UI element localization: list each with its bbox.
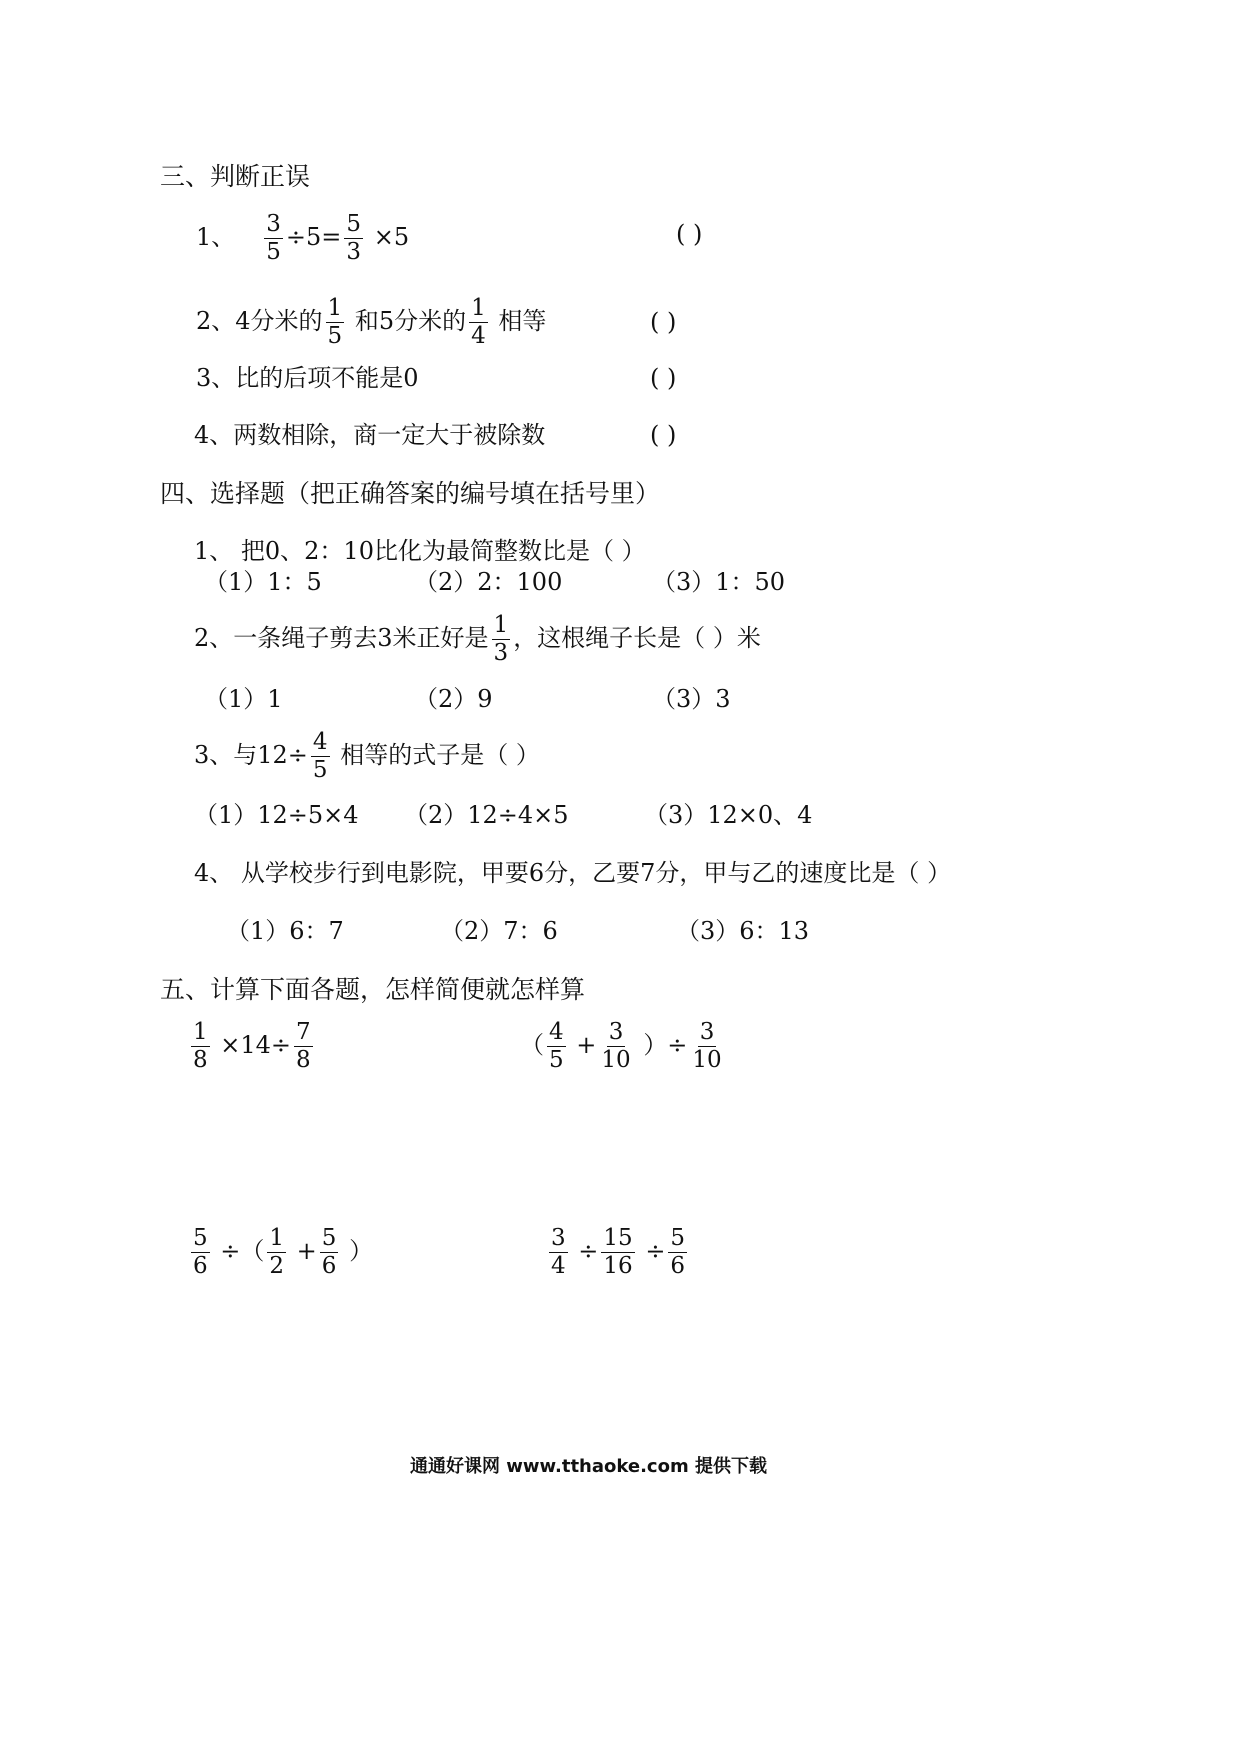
operator-text: ÷ [578,1236,599,1265]
numerator: 5 [321,1225,337,1251]
calc-problem-2 [520,1020,727,1073]
judge-item-2 [196,296,546,349]
fraction [191,1226,210,1279]
numerator: 1 [269,1225,285,1251]
operator-text: ÷（ [220,1236,265,1265]
answer-paren[interactable]: ( ) [650,364,677,392]
calc-problem-3 [188,1226,373,1279]
choice-option[interactable]: （1）1 [204,685,283,713]
choice-question-4: 4、 从学校步行到电影院，甲要6分，乙要7分，甲与乙的速度比是（ ） [194,859,952,887]
numerator: 5 [670,1225,686,1251]
section-4-heading: 四、选择题（把正确答案的编号填在括号里） [160,479,661,508]
operator-text: （ [520,1030,544,1059]
calc-problem-4 [546,1226,690,1279]
section-3-heading: 三、判断正误 [160,162,311,191]
fraction [469,296,488,349]
judge-item-3: 3、比的后项不能是0 [196,364,419,392]
numerator: 3 [608,1019,624,1045]
denominator: 8 [193,1046,208,1073]
item-text: 相等 [498,306,547,335]
fraction [344,212,363,265]
denominator: 6 [193,1252,208,1279]
choice-option[interactable]: （3）12×0、4 [644,801,813,829]
operator-text: ） [349,1236,374,1265]
numerator: 1 [193,1019,208,1045]
fraction [549,1226,568,1279]
judge-item-4: 4、两数相除，商一定大于被除数 [194,421,546,449]
fraction [547,1020,566,1073]
choice-option[interactable]: （2）2：100 [414,568,563,596]
fraction [320,1226,339,1279]
denominator: 3 [346,238,362,265]
choice-option[interactable]: （1）6：7 [226,917,344,945]
choice-option[interactable]: （1）12÷5×4 [194,801,359,829]
operator-text: ÷ [645,1236,666,1265]
operator-text: ×14÷ [220,1030,292,1059]
fraction [191,1020,210,1073]
denominator: 8 [296,1046,311,1073]
judge-item-1 [196,212,409,265]
denominator: 10 [692,1046,722,1073]
question-text: ，这根绳子长是（ ）米 [513,623,761,652]
answer-paren[interactable]: ( ) [650,308,677,336]
denominator: 6 [321,1252,337,1279]
fraction [690,1020,723,1073]
fraction [601,1226,634,1279]
choice-option[interactable]: （3）3 [652,685,731,713]
numerator: 15 [603,1225,633,1251]
numerator: 1 [493,612,509,638]
fraction [599,1020,632,1073]
choice-option[interactable]: （3）1：50 [652,568,786,596]
denominator: 3 [493,639,509,666]
fraction [311,730,330,783]
fraction [267,1226,286,1279]
choice-question-1: 1、 把0、2：10比化为最简整数比是（ ） [194,537,646,565]
numerator: 1 [327,295,343,321]
choice-option[interactable]: （1）1：5 [204,568,322,596]
numerator: 5 [193,1225,208,1251]
denominator: 16 [603,1252,633,1279]
denominator: 4 [551,1252,566,1279]
numerator: 7 [296,1019,311,1045]
section-5-heading: 五、计算下面各题，怎样简便就怎样算 [160,975,586,1004]
operator-text: + [576,1030,597,1059]
numerator: 5 [346,211,362,237]
denominator: 5 [327,322,343,349]
fraction [294,1020,313,1073]
choice-option[interactable]: （3）6：13 [676,917,810,945]
denominator: 2 [269,1252,285,1279]
numerator: 3 [699,1019,715,1045]
fraction [326,296,345,349]
choice-question-2 [194,613,761,666]
item-number: 1、 [196,222,236,251]
footer-credit: 通通好课网 www.tthaoke.com 提供下载 [410,1456,767,1477]
question-text: 2、一条绳子剪去3米正好是 [194,623,489,652]
numerator: 1 [471,295,486,321]
denominator: 5 [312,756,328,783]
choice-option[interactable]: （2）9 [414,685,493,713]
numerator: 3 [551,1225,566,1251]
answer-paren[interactable]: ( ) [676,220,703,248]
item-text: 2、4分米的 [196,306,323,335]
denominator: 6 [670,1252,686,1279]
denominator: 5 [266,238,281,265]
operator-text: + [296,1236,317,1265]
question-text: 3、与12÷ [194,740,308,769]
question-text: 相等的式子是（ ） [340,740,540,769]
denominator: 10 [601,1046,631,1073]
fraction [492,613,511,666]
choice-question-3 [194,730,540,783]
operator-text: ÷5= [285,222,342,251]
calc-problem-1 [188,1020,316,1073]
denominator: 4 [471,322,486,349]
denominator: 5 [549,1046,564,1073]
numerator: 4 [312,729,328,755]
operator-text: ）÷ [643,1030,688,1059]
numerator: 4 [549,1019,564,1045]
fraction [264,212,283,265]
item-text: 和5分米的 [354,306,467,335]
fraction [668,1226,687,1279]
operator-text: ×5 [373,222,410,251]
choice-option[interactable]: （2）7：6 [440,917,558,945]
choice-option[interactable]: （2）12÷4×5 [404,801,569,829]
numerator: 3 [266,211,281,237]
answer-paren[interactable]: ( ) [650,421,677,449]
